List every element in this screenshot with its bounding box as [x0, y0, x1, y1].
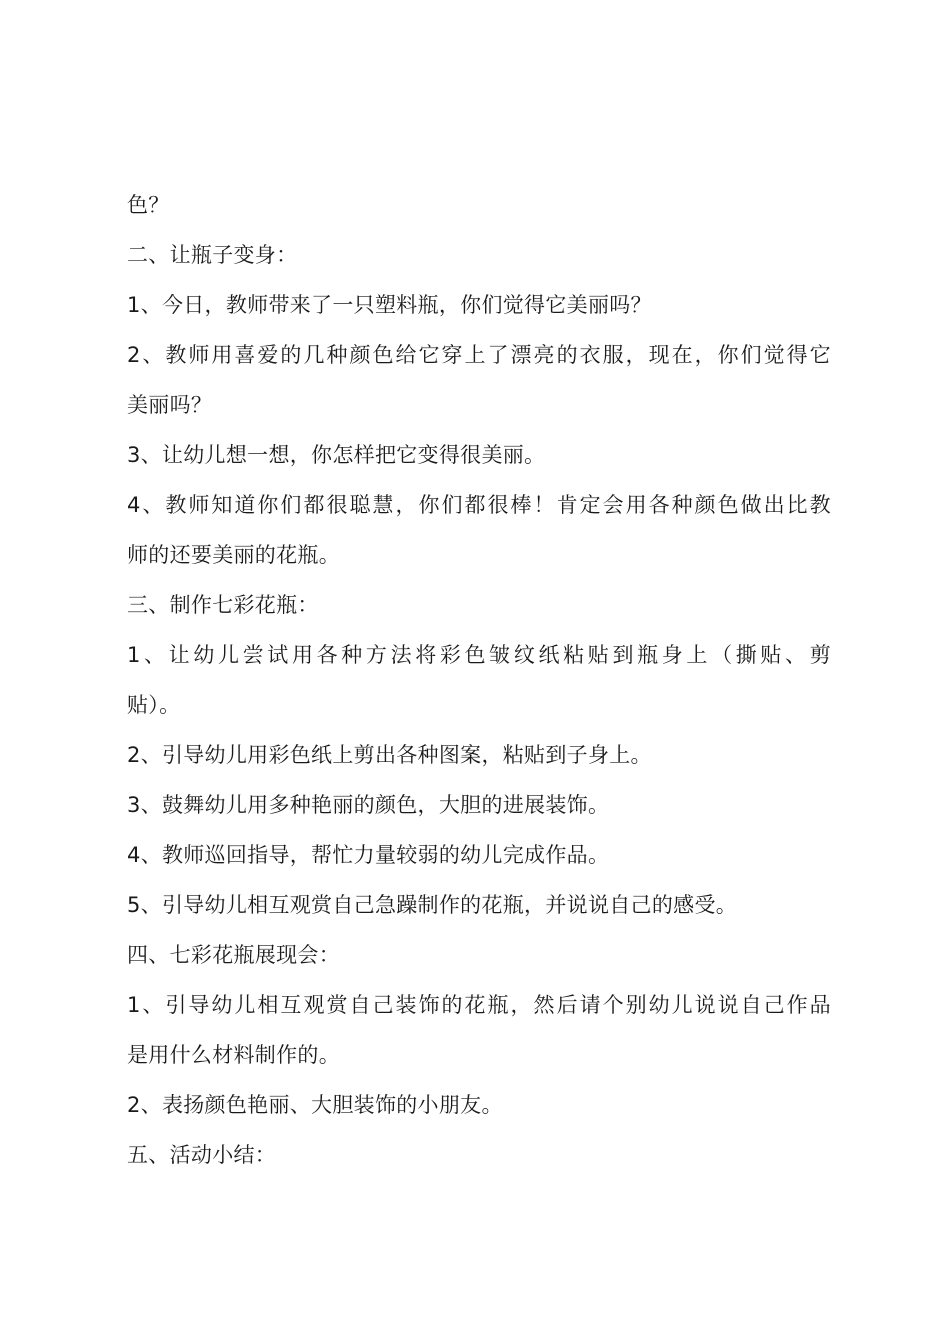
section-heading: 三、制作七彩花瓶： [127, 593, 319, 617]
text-line: 2、引导幼儿用彩色纸上剪出各种图案，粘贴到子身上。 [127, 743, 652, 767]
text-line: 5、引导幼儿相互观赏自己急躁制作的花瓶，并说说自己的感受。 [127, 893, 738, 917]
text-line: 色？ [127, 193, 170, 217]
document-body [127, 180, 831, 1180]
text-line: 师的还要美丽的花瓶。 [127, 543, 340, 567]
text-line: 1、让幼儿尝试用各种方法将彩色皱纹纸粘贴到瓶身上（撕贴、剪 [127, 643, 831, 667]
text-line: 3、鼓舞幼儿用多种艳丽的颜色，大胆的进展装饰。 [127, 793, 610, 817]
section-heading: 五、活动小结： [127, 1143, 277, 1167]
text-line: 2、表扬颜色艳丽、大胆装饰的小朋友。 [127, 1093, 503, 1117]
text-line: 1、引导幼儿相互观赏自己装饰的花瓶，然后请个别幼儿说说自己作品 [127, 993, 831, 1017]
text-line: 4、教师巡回指导，帮忙力量较弱的幼儿完成作品。 [127, 843, 610, 867]
text-line: 美丽吗？ [127, 393, 213, 417]
text-line: 是用什么材料制作的。 [127, 1043, 340, 1067]
text-line: 1、今日，教师带来了一只塑料瓶，你们觉得它美丽吗？ [127, 293, 652, 317]
text-line: 4、教师知道你们都很聪慧，你们都很棒！肯定会用各种颜色做出比教 [127, 493, 831, 517]
text-line: 3、让幼儿想一想，你怎样把它变得很美丽。 [127, 443, 546, 467]
section-heading: 四、七彩花瓶展现会： [127, 943, 340, 967]
text-line: 2、教师用喜爱的几种颜色给它穿上了漂亮的衣服，现在，你们觉得它 [127, 343, 831, 367]
section-heading: 二、让瓶子变身： [127, 243, 298, 267]
text-line: 贴）。 [127, 693, 181, 717]
